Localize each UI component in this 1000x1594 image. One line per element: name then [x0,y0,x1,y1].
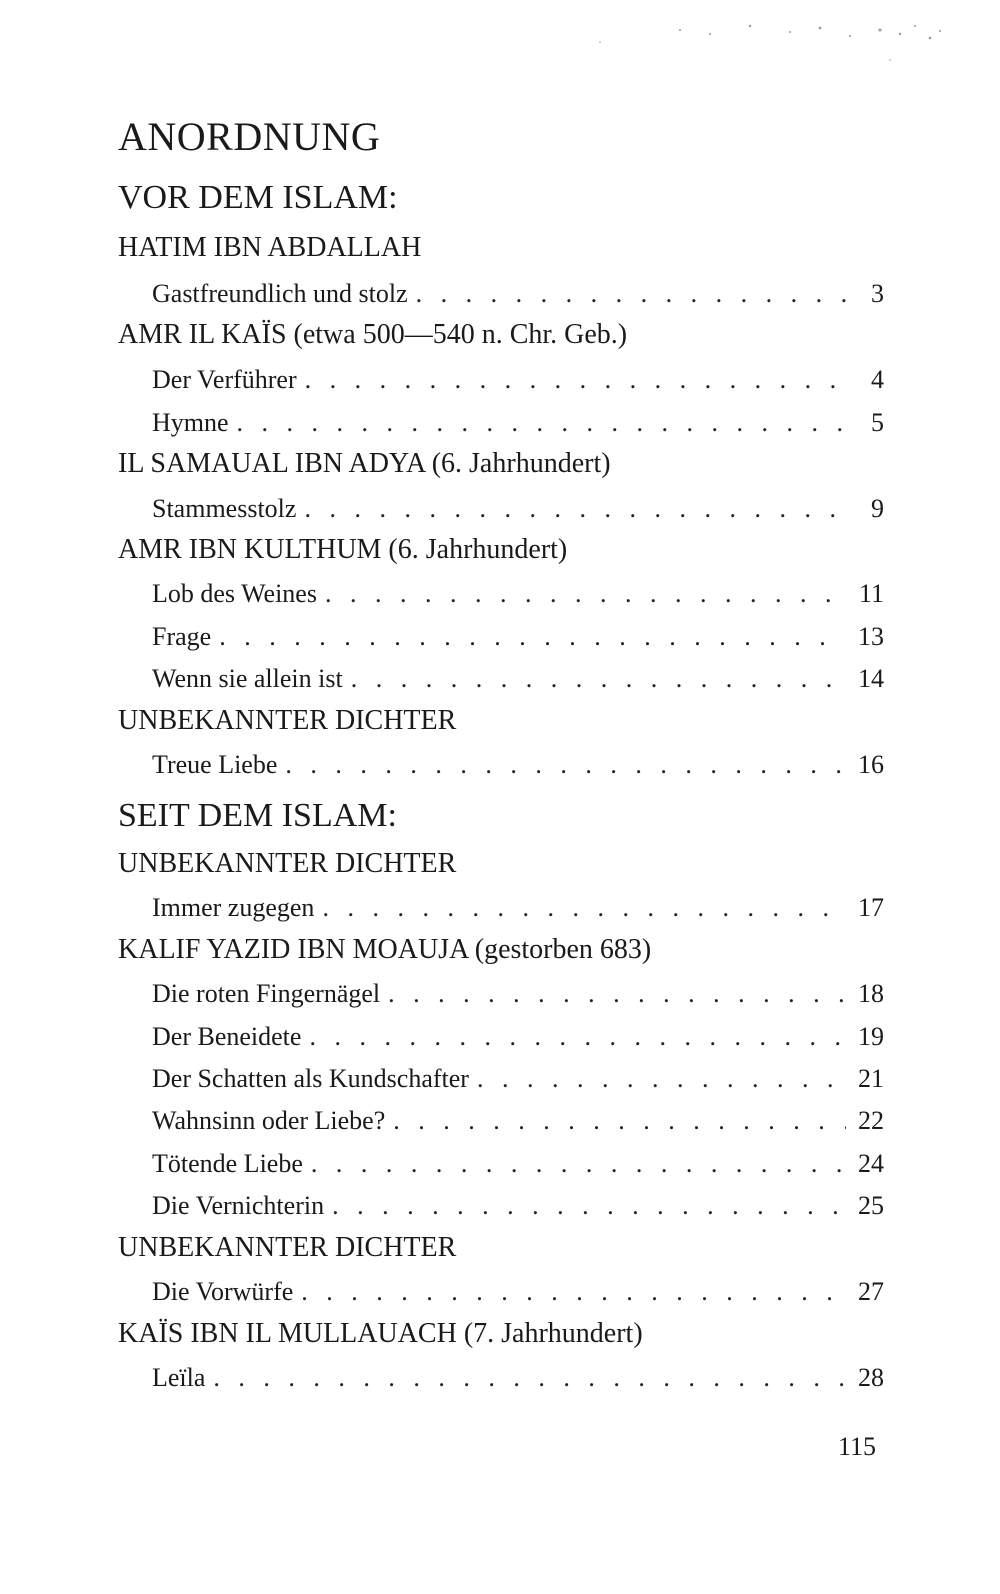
toc-entry[interactable] [152,365,884,395]
author-name: KAÏS IBN IL MULLAUACH (7. Jahrhundert) [118,1318,643,1349]
author-name: AMR IL KAÏS (etwa 500—540 n. Chr. Geb.) [118,319,628,350]
leader-dots [477,1064,846,1094]
entry-page: 14 [858,664,884,693]
leader-dots [351,664,846,694]
toc-entry[interactable] [152,979,884,1009]
leader-dots [309,1022,846,1052]
author-name: UNBEKANNTER DICHTER [118,848,457,879]
leader-dots [311,1149,846,1179]
entry-title: Die Vernichterin [152,1191,325,1220]
entry-title: Treue Liebe [152,750,278,779]
entry-page: 19 [858,1022,884,1051]
leader-dots [393,1106,846,1136]
scan-specks [560,12,960,72]
entry-title: Leïla [152,1363,206,1392]
leader-dots [322,893,846,923]
entry-title: Lob des Weines [152,579,317,608]
entry-page: 16 [858,750,884,779]
entry-title: Tötende Liebe [152,1149,303,1178]
entry-title: Frage [152,622,212,651]
toc-entry[interactable] [152,1191,884,1221]
leader-dots [416,279,846,309]
entry-page: 4 [871,365,884,394]
entry-title: Der Verführer [152,365,297,394]
author-name: UNBEKANNTER DICHTER [118,705,457,736]
toc-entry[interactable] [152,579,884,609]
entry-title: Wahnsinn oder Liebe? [152,1106,386,1135]
toc-entry[interactable] [152,622,884,652]
leader-dots [332,1191,846,1221]
entry-page: 27 [858,1277,884,1306]
toc-entry[interactable] [152,1022,884,1052]
entry-title: Stammesstolz [152,494,297,523]
toc-entry[interactable] [152,494,884,524]
leader-dots [388,979,846,1009]
entry-page: 24 [858,1149,884,1178]
entry-title: Wenn sie allein ist [152,664,343,693]
entry-title: Hymne [152,408,229,437]
entry-page: 25 [858,1191,884,1220]
page-number: 115 [838,1432,877,1461]
toc-entry[interactable] [152,1064,884,1094]
section-heading: VOR DEM ISLAM: [118,179,398,216]
leader-dots [219,622,846,652]
entry-page: 5 [871,408,884,437]
entry-page: 22 [858,1106,884,1135]
toc-entry[interactable] [152,893,884,923]
section-heading: SEIT DEM ISLAM: [118,797,397,834]
toc-entry[interactable] [152,1106,884,1136]
author-name: AMR IBN KULTHUM (6. Jahrhundert) [118,534,568,565]
author-name: UNBEKANNTER DICHTER [118,1232,457,1263]
leader-dots [285,750,846,780]
leader-dots [325,579,846,609]
entry-title: Der Schatten als Kundschafter [152,1064,469,1093]
page-title: ANORDNUNG [118,114,381,159]
toc-entry[interactable] [152,408,884,438]
author-name: IL SAMAUAL IBN ADYA (6. Jahrhundert) [118,448,611,479]
entry-page: 17 [858,893,884,922]
leader-dots [237,408,846,438]
toc-entry[interactable] [152,279,884,309]
author-name: HATIM IBN ABDALLAH [118,232,422,263]
entry-title: Immer zugegen [152,893,315,922]
entry-page: 13 [858,622,884,651]
leader-dots [304,494,846,524]
entry-page: 9 [871,494,884,523]
entry-title: Der Beneidete [152,1022,302,1051]
leader-dots [213,1363,846,1393]
entry-title: Die roten Fingernägel [152,979,381,1008]
leader-dots [301,1277,846,1307]
toc-entry[interactable] [152,1277,884,1307]
entry-page: 28 [858,1363,884,1392]
entry-page: 18 [858,979,884,1008]
toc-entry[interactable] [152,664,884,694]
entry-page: 11 [858,579,884,608]
leader-dots [305,365,846,395]
entry-title: Die Vorwürfe [152,1277,294,1306]
toc-entry[interactable] [152,1149,884,1179]
toc-entry[interactable] [152,1363,884,1393]
author-name: KALIF YAZID IBN MOAUJA (gestorben 683) [118,934,652,965]
entry-page: 3 [871,279,884,308]
entry-page: 21 [858,1064,884,1093]
entry-title: Gastfreundlich und stolz [152,279,408,308]
toc-entry[interactable] [152,750,884,780]
